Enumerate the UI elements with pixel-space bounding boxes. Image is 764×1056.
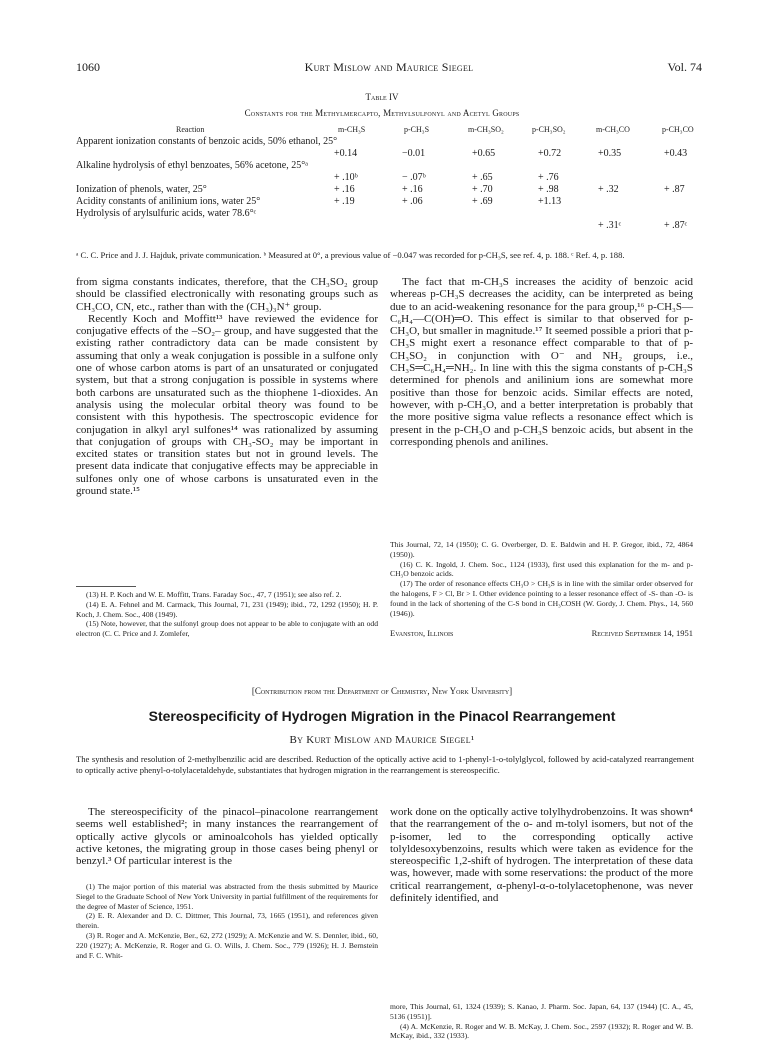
row-label: Apparent ionization constants of benzoic acids, 50% ethanol, 25° <box>76 136 338 147</box>
table-cell: +0.14 <box>334 148 358 159</box>
table-header-cell: p-CH₃SO₂ <box>532 125 566 134</box>
table-header-row <box>76 124 700 136</box>
volume-number: Vol. 74 <box>667 60 702 74</box>
table-cell: +0.43 <box>664 148 688 159</box>
footnote: (14) E. A. Fehnel and M. Carmack, This Journal, 71, 231 (1949); ibid., 72, 1292 (1950); H. P. Koch, J. Chem. Soc., 408 (1949). <box>76 599 378 619</box>
page-number: 1060 <box>76 60 100 74</box>
running-head <box>76 60 702 76</box>
location: Evanston, Illinois <box>390 628 454 638</box>
received-date: Received September 14, 1951 <box>591 628 693 638</box>
footnote: (15) Note, however, that the sulfonyl group does not appear to be able to conjugate with an odd electron (C. C. Price and J. Zomlefer, <box>76 619 378 639</box>
left-footnotes <box>76 590 378 639</box>
article-title: Stereospecificity of Hydrogen Migration in the Pinacol Rearrangement <box>148 708 616 724</box>
table-cell: + .69 <box>472 196 493 207</box>
footnote: (13) H. P. Koch and W. E. Moffitt, Trans. Faraday Soc., 47, 7 (1951); see also ref. 2. <box>86 590 342 599</box>
right-column-text <box>390 276 693 448</box>
table-cell: + .87 <box>664 184 685 195</box>
table-cell: + .16 <box>402 184 423 195</box>
table-caption: Constants for the Methylmercapto, Methylsulfonyl and Acetyl Groups <box>244 108 520 118</box>
footnote: (16) C. K. Ingold, J. Chem. Soc., 1124 (1933), first used this explanation for the m- and p-CH₃O benzoic acids. <box>390 559 693 579</box>
table-cell: +1.13 <box>538 196 562 207</box>
table-footnote: ᵃ C. C. Price and J. J. Hajduk, private communication. ᵇ Measured at 0°, a previous value of −0.047 was recorded for p-CH₃S, see ref. 4, p. 188. ᶜ Ref. 4, p. 188. <box>76 250 625 260</box>
table-label: Table IV <box>365 92 399 102</box>
footnote-rule <box>76 586 136 587</box>
footnote: This Journal, 72, 14 (1950); C. G. Overberger, D. E. Baldwin and H. P. Gregor, ibid., 72, 4864 (1950)). <box>390 540 693 559</box>
contribution-line: [Contribution from the Department of Chemistry, New York University] <box>251 686 513 696</box>
table-cell: + .06 <box>402 196 423 207</box>
table-cell: + .76 <box>538 172 559 183</box>
table-header-cell: m-CH₃CO <box>596 125 630 134</box>
table-row <box>76 208 700 232</box>
footnote: (3) R. Roger and A. McKenzie, Ber., 62, 272 (1929); A. McKenzie and W. S. Dennler, ibid., 60, 220 (1927); A. McKenzie, R. Roger and G. O. Wills, J. Chem. Soc., 779 (1926); H. J. Bernstein and F. C. Whit- <box>76 930 378 960</box>
table-cell: + .65 <box>472 172 493 183</box>
row-label: Acidity constants of anilinium ions, water 25° <box>76 196 261 207</box>
table-cell: + .87ᶜ <box>664 220 688 231</box>
table-cell: + .32 <box>598 184 619 195</box>
table-cell: + .19 <box>334 196 355 207</box>
table-row <box>76 196 700 208</box>
table-header-cell: p-CH₃CO <box>662 125 694 134</box>
paragraph: work done on the optically active tolylhydrobenzoins. It was shown⁴ that the rearrangement of the o- and m-tolyl isomers, but not of the p-isomer, led to the corresponding optically active tolyldesoxybenzoins, results which were taken as evidence for the stereospecific 1,2-shift of hydrogen. The interpretation of these data was, however, made with some reservations: the product of the more critical rearrangement, α-phenyl-α-o-tolylacetophenone, was never definitely identified, and <box>390 806 693 905</box>
table-cell: −0.01 <box>402 148 426 159</box>
footnote: (1) The major portion of this material was abstracted from the thesis submitted by Maurice Siegel to the Graduate School of New York University in partial fulfillment of the requirements for the degree of Master of Science, 1951. <box>76 882 378 911</box>
article-abstract: The synthesis and resolution of 2-methylbenzilic acid are described. Reduction of the optically active acid to 1-phenyl-1-o-tolylglycol, followed by acid-catalyzed rearrangement to optically active phenyl-o-tolylacetaldehyde, substantiates that hydrogen migration in the rearrangement is stereospecific. <box>76 754 694 775</box>
left-column-text <box>76 276 378 497</box>
table-header-cell: Reaction <box>176 125 205 134</box>
table-header-cell: p-CH₃S <box>404 125 430 134</box>
constants-table <box>76 124 700 232</box>
article-right-column <box>390 806 693 904</box>
article-authors: By Kurt Mislow and Maurice Siegel¹ <box>289 734 475 746</box>
table-cell: + .16 <box>334 184 355 195</box>
row-label: Hydrolysis of arylsulfuric acids, water 78.6°ᶜ <box>76 208 257 219</box>
table-cell: + .98 <box>538 184 559 195</box>
table-cell: +0.72 <box>538 148 562 159</box>
article-left-column <box>76 806 378 867</box>
right-footnotes <box>390 540 693 618</box>
footnote: (4) A. McKenzie, R. Roger and W. B. McKay, J. Chem. Soc., 2597 (1932); R. Roger and W. B. McKay, ibid., 332 (1933). <box>390 1021 693 1041</box>
running-title: Kurt Mislow and Maurice Siegel <box>304 60 474 74</box>
paragraph: The fact that m-CH₃S increases the acidity of benzoic acid whereas p-CH₃S decreases the acidity, can be interpreted as being due to an acid-weakening resonance for the para group,¹⁶ p-CH₃S—C₆H₄—C(OH)═O. This effect is similar to that observed for p-CH₃O, but smaller in magnitude.¹⁷ It seemed possible a priori that p-CH₃S might exert a resonance effect comparable to that of p-CH₃SO₂ in conjunction with O⁻ and NH₂ groups, i.e., CH₃S═C₆H₄═NH₂. In line with this the sigma constants of p-CH₃S determined for phenols and anilinium ions are somewhat more positive than those for benzoic acids. Similar effects are noted, however, with p-CH₃O, and a better interpretation is probably that the more positive sigma value reflects a resonance effect which is present in the p-CH₃O and p-CH₃S benzoic acids, but absent in the corresponding phenols and anilines. <box>390 276 693 448</box>
paragraph: Recently Koch and Moffitt¹³ have reviewed the evidence for conjugative effects of the –SO₂– group, and have suggested that the existing rather contradictory data can be made consistent by assuming that only a weak conjugation is possible in a sulfone only one of whose carbon atoms is part of an unsaturated or conjugated system, but that a strong conjugation is possible in systems where both carbons are unsaturated such as the thiophene 1-dioxides. An analysis using the molecular orbital theory was found to be consistent with this hypothesis. The spectroscopic evidence for conjugation in alkyl aryl sulfones¹⁴ was rationalized by assuming that conjugation of groups with CH₃-SO₂ may be important in excited states or transition states but not in ground levels. The present data indicate that conjugative effects may be appreciable in sulfones only one of whose carbons is unsaturated even in the ground state.¹⁵ <box>76 312 378 498</box>
footnote: (2) E. R. Alexander and D. C. Dittmer, This Journal, 73, 1665 (1951), and references given therein. <box>76 911 378 931</box>
table-cell: + .70 <box>472 184 493 195</box>
table-row <box>76 184 700 196</box>
table-cell: +0.35 <box>598 148 622 159</box>
paragraph: from sigma constants indicates, therefore, that the CH₃SO₂ group should be classified electronically with resonating groups such as CH₃CO, CN, etc., rather than with the (CH₃)₃N⁺ group. <box>76 276 378 313</box>
table-row <box>76 160 700 184</box>
table-cell: +0.65 <box>472 148 496 159</box>
article-left-footnotes <box>76 882 378 960</box>
table-row <box>76 136 700 160</box>
paragraph: The stereospecificity of the pinacol–pinacolone rearrangement seems well established²; in many instances the rearrangement of optically active glycols or aminoalcohols has yielded optically active ketones, the migrating group in those cases being phenyl or benzyl.³ Of particular interest is the <box>76 806 378 868</box>
table-cell: + .31ᶜ <box>598 220 622 231</box>
table-header-cell: m-CH₃S <box>338 125 366 134</box>
footnote: more, This Journal, 61, 1324 (1939); S. Kanao, J. Pharm. Soc. Japan, 64, 137 (1944) [C. A., 45, 5136 (1951)]. <box>390 1002 693 1021</box>
table-cell: + .10ᵇ <box>334 172 358 183</box>
row-label: Alkaline hydrolysis of ethyl benzoates, 56% acetone, 25°ᵃ <box>76 160 308 171</box>
table-header-cell: m-CH₃SO₂ <box>468 125 504 134</box>
row-label: Ionization of phenols, water, 25° <box>76 184 207 195</box>
footnote: (17) The order of resonance effects CH₃O > CH₃S is in line with the similar order observed for the halogens, F > Cl, Br > I. Other evidence pointing to a lesser resonance effect of -S- than -O- is found in the lack of shortening of the C-S bond in CH₃COSH (W. Gordy, J. Chem. Phys., 14, 560 (1946)). <box>390 579 693 618</box>
table-cell: − .07ᵇ <box>402 172 426 183</box>
article-right-footnotes <box>390 1002 693 1041</box>
